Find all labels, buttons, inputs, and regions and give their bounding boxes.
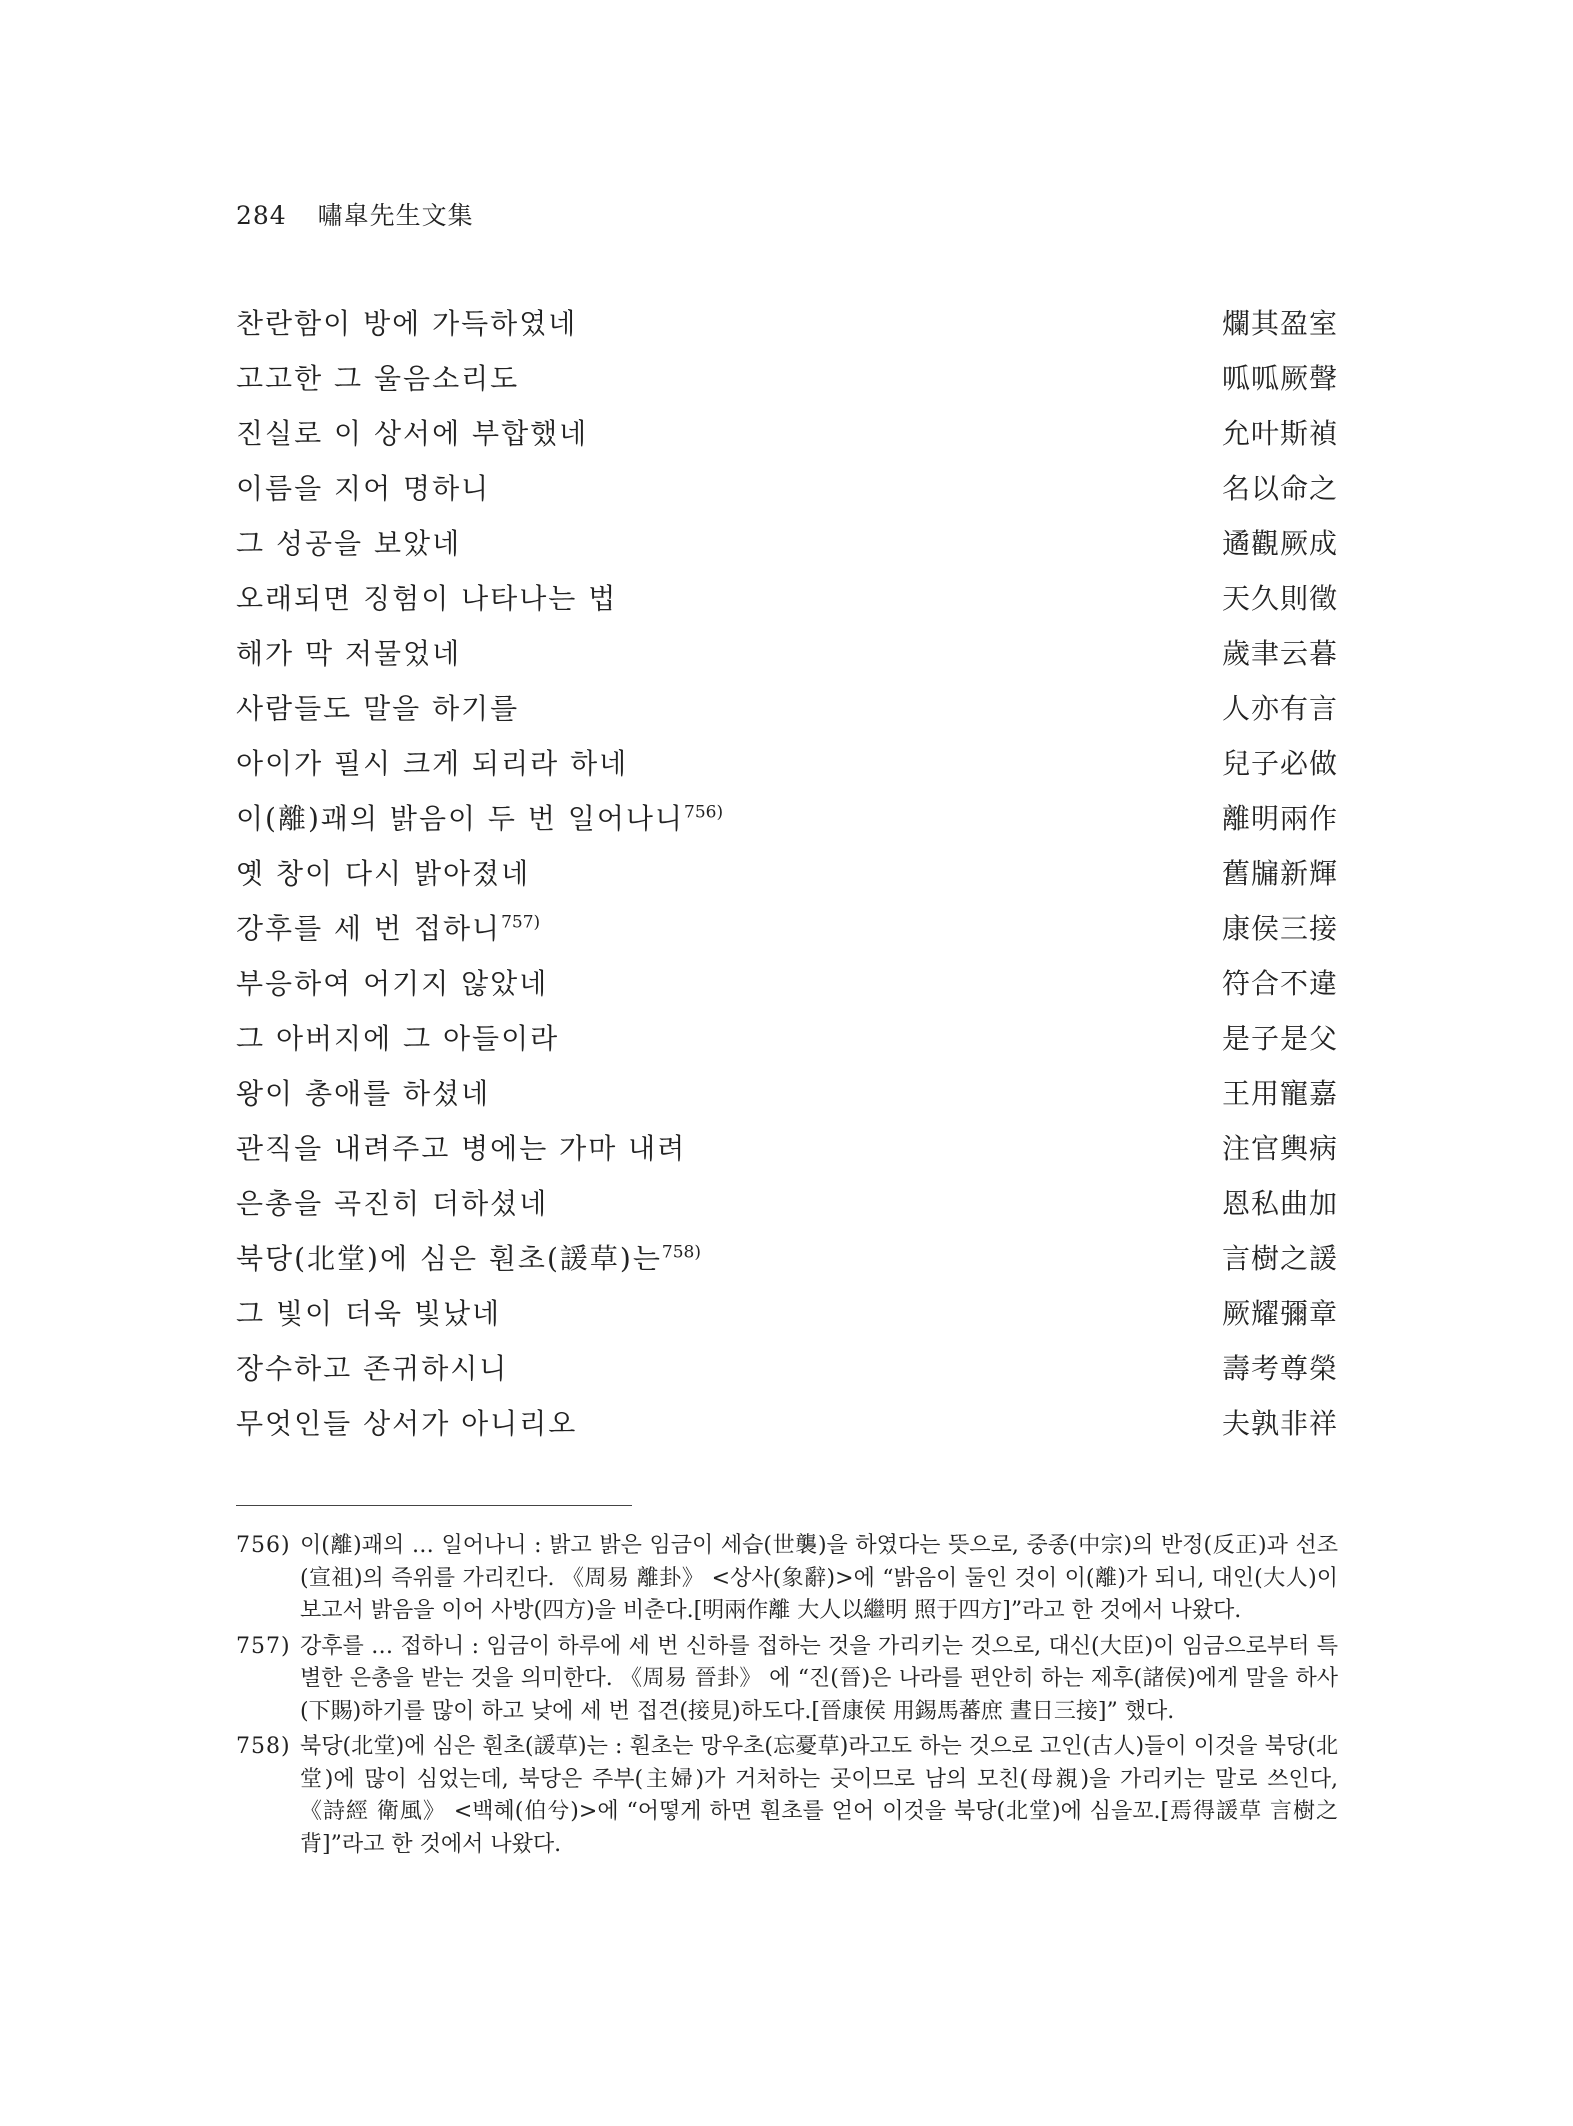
verse-korean: [236, 1402, 577, 1442]
verse-line: [236, 1017, 1338, 1072]
verse-line: [236, 412, 1338, 467]
verse-korean-text: 진실로 이 상서에 부합했네: [236, 417, 589, 450]
verse-korean: [236, 1127, 686, 1167]
verse-korean: [236, 687, 519, 727]
verse-korean: [236, 467, 490, 507]
verse-line: [236, 797, 1338, 852]
verse-korean: [236, 1182, 548, 1222]
footnote-list: [236, 1530, 1338, 1864]
footnote-text: 강후를 … 접하니 : 임금이 하루에 세 번 신하를 접하는 것을 가리키는 것으로, 대신(大臣)이 임금으로부터 특별한 은총을 받는 것을 의미한다. 《周易 晉卦》 에 “진(晉)은 나라를 편안히 하는 제후(諸侯)에게 말을 하사(下賜)하기를 많이 하고 낮에 세 번 접견(接見)하도다.[晉康侯 用錫馬蕃庶 晝日三接]” 했다.: [300, 1633, 1338, 1724]
verse-korean-text: 이(離)괘의 밝음이 두 번 일어나니: [236, 802, 685, 835]
verse-line: [236, 907, 1338, 962]
verse-korean-text: 북당(北堂)에 심은 훤초(諼草)는: [236, 1242, 662, 1275]
verse-korean-text: 옛 창이 다시 밝아졌네: [236, 857, 531, 890]
footnote-divider: [236, 1505, 632, 1506]
verse-korean: [236, 632, 461, 672]
verse-korean-text: 장수하고 존귀하시니: [236, 1352, 509, 1385]
verse-line: [236, 1402, 1338, 1457]
verse-korean: [236, 522, 461, 562]
footnote-reference[interactable]: 757): [501, 912, 541, 933]
verse-korean-text: 무엇인들 상서가 아니리오: [236, 1407, 578, 1440]
verse-korean-text: 고고한 그 울음소리도: [236, 362, 520, 395]
verse-korean: [236, 357, 519, 397]
verse-line: [236, 962, 1338, 1017]
verse-korean: [236, 1237, 701, 1277]
verse-korean: [236, 962, 548, 1002]
verse-korean-text: 부응하여 어기지 않았네: [236, 967, 549, 1000]
footnote-number: 758): [236, 1734, 291, 1759]
verse-line: [236, 522, 1338, 577]
verse-hanja: 允叶斯禎: [1221, 417, 1338, 450]
verse-hanja: 歲聿云暮: [1221, 637, 1338, 670]
verse-hanja: 呱呱厥聲: [1221, 362, 1338, 395]
verse-hanja: 康侯三接: [1221, 912, 1338, 945]
verse-korean-text: 그 아버지에 그 아들이라: [236, 1022, 560, 1055]
verse-line: [236, 687, 1338, 742]
verse-hanja: 恩私曲加: [1221, 1187, 1338, 1220]
verse-korean: [236, 1347, 508, 1387]
verse-hanja: 天久則徵: [1221, 582, 1338, 615]
running-header: [236, 196, 474, 232]
verse-hanja: 厥耀彌章: [1221, 1297, 1338, 1330]
footnote-reference[interactable]: 756): [684, 802, 724, 823]
verse-korean-text: 은총을 곡진히 더하셨네: [236, 1187, 549, 1220]
verse-line: [236, 1292, 1338, 1347]
footnote-number: 757): [236, 1633, 291, 1659]
verse-line: [236, 1347, 1338, 1402]
verse-line: [236, 742, 1338, 797]
verse-hanja: 是子是父: [1221, 1022, 1338, 1055]
verse-line: [236, 302, 1338, 357]
verse-hanja: 名以命之: [1221, 472, 1338, 505]
verse-korean-text: 아이가 필시 크게 되리라 하네: [236, 747, 629, 780]
verse-hanja: 舊牖新輝: [1221, 857, 1338, 890]
verse-line: [236, 852, 1338, 907]
verse-hanja: 離明兩作: [1221, 802, 1338, 835]
verse-list: [236, 302, 1338, 1457]
verse-hanja: 王用寵嘉: [1221, 1077, 1338, 1110]
verse-line: [236, 1237, 1338, 1292]
verse-korean: [236, 577, 617, 617]
footnote-text: 북당(北堂)에 심은 훤초(諼草)는 : 훤초는 망우초(忘憂草)라고도 하는 것으로 고인(古人)들이 이것을 북당(北堂)에 많이 심었는데, 북당은 주부(主婦)가 거처하는 곳이므로 남의 모친(母親)을 가리키는 말로 쓰인다, 《詩經 衛風》 <백혜(伯兮)>에 “어떻게 하면 훤초를 얻어 이것을 북당(北堂)에 심을꼬.[焉得諼草 言樹之背]”라고 한 것에서 나왔다.: [300, 1734, 1338, 1857]
verse-hanja: 壽考尊榮: [1221, 1352, 1338, 1385]
verse-hanja: 遹觀厥成: [1221, 527, 1338, 560]
verse-korean: [236, 852, 530, 892]
verse-hanja: 人亦有言: [1221, 692, 1338, 725]
verse-korean-text: 이름을 지어 명하니: [236, 472, 491, 505]
verse-hanja: 符合不違: [1221, 967, 1338, 1000]
footnote-number: 756): [236, 1533, 291, 1558]
verse-hanja: 兒子必做: [1221, 747, 1338, 780]
footnote: [236, 1731, 1338, 1861]
verse-line: [236, 1072, 1338, 1127]
verse-korean-text: 그 성공을 보았네: [236, 527, 462, 560]
verse-korean: [236, 1072, 490, 1112]
footnote-text: 이(離)괘의 … 일어나니 : 밝고 밝은 임금이 세습(世襲)을 하였다는 뜻으로, 중종(中宗)의 반정(反正)과 선조(宣祖)의 즉위를 가리킨다. 《周易 離卦》 <상사(象辭)>에 “밝음이 둘인 것이 이(離)가 되니, 대인(大人)이 보고서 밝음을 이어 사방(四方)을 비춘다.[明兩作離 大人以繼明 照于四方]”라고 한 것에서 나왔다.: [300, 1533, 1338, 1623]
verse-line: [236, 1182, 1338, 1237]
verse-korean-text: 오래되면 징험이 나타나는 법: [236, 582, 618, 615]
book-title: 嘯皐先生文集: [317, 201, 474, 230]
footnote: [236, 1631, 1338, 1729]
verse-line: [236, 1127, 1338, 1182]
verse-korean-text: 관직을 내려주고 병에는 가마 내려: [236, 1132, 687, 1165]
verse-korean-text: 왕이 총애를 하셨네: [236, 1077, 491, 1110]
footnote-reference[interactable]: 758): [661, 1242, 701, 1263]
verse-hanja: 爛其盈室: [1221, 307, 1338, 340]
verse-korean-text: 강후를 세 번 접하니: [236, 912, 502, 945]
verse-korean: [236, 1017, 559, 1057]
page-number: 284: [236, 201, 287, 230]
verse-korean-text: 해가 막 저물었네: [236, 637, 462, 670]
verse-korean: [236, 1292, 501, 1332]
verse-korean-text: 사람들도 말을 하기를: [236, 692, 520, 725]
verse-korean-text: 찬란함이 방에 가득하였네: [236, 307, 578, 340]
verse-korean: [236, 797, 723, 837]
verse-line: [236, 577, 1338, 632]
verse-hanja: 言樹之諼: [1221, 1242, 1338, 1275]
verse-line: [236, 357, 1338, 412]
verse-hanja: 注官輿病: [1221, 1132, 1338, 1165]
verse-korean: [236, 302, 577, 342]
footnote: [236, 1530, 1338, 1628]
verse-korean: [236, 742, 628, 782]
verse-line: [236, 467, 1338, 522]
verse-line: [236, 632, 1338, 687]
verse-korean-text: 그 빛이 더욱 빛났네: [236, 1297, 502, 1330]
verse-hanja: 夫孰非祥: [1221, 1407, 1338, 1440]
verse-korean: [236, 907, 540, 947]
verse-korean: [236, 412, 588, 452]
